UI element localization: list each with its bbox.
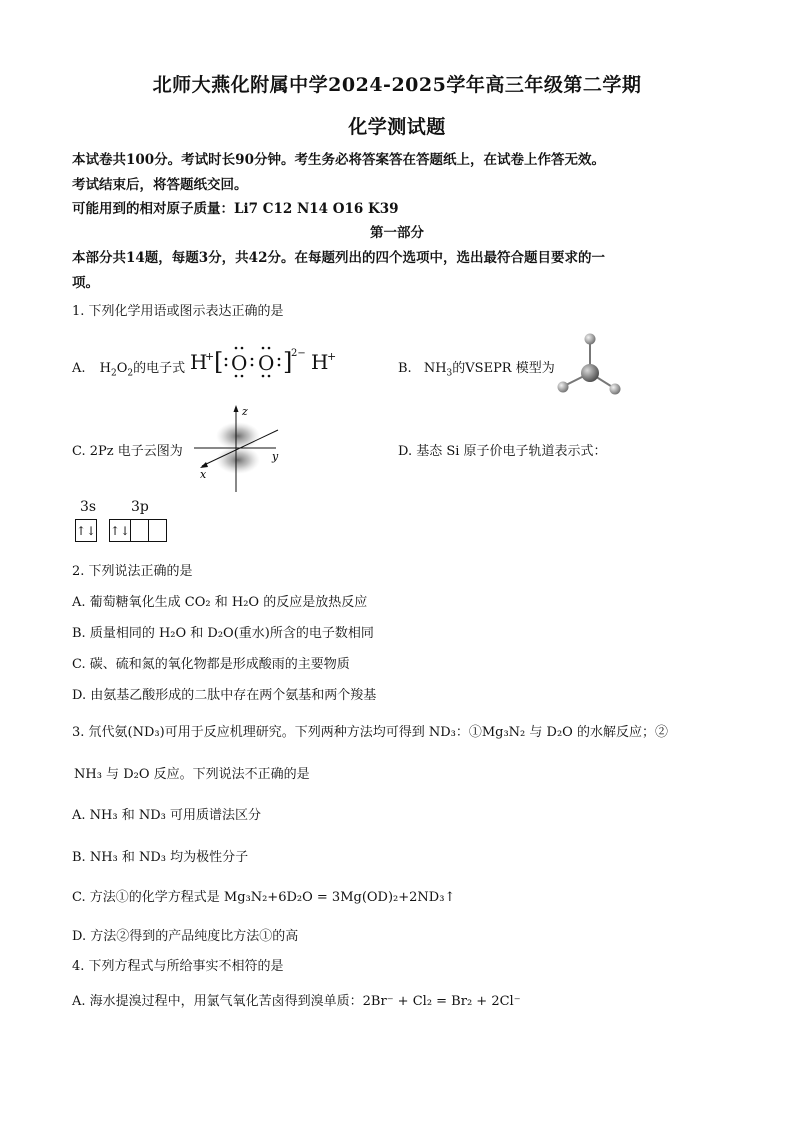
q2-option-b: B. 质量相同的 H₂O 和 D₂O(重水)所含的电子数相同 bbox=[72, 626, 374, 641]
orbital-3s-cell: ↑↓ bbox=[76, 520, 97, 542]
orbital-3p-boxes bbox=[109, 519, 167, 542]
q1-option-c: C. 2Pz 电子云图为 bbox=[72, 444, 183, 459]
part-intro-line-2: 项。 bbox=[72, 275, 99, 291]
q1-stem: 1. 下列化学用语或图示表达正确的是 bbox=[72, 304, 284, 319]
part-intro-line-1: 本部分共14题，每题3分，共42分。在每题列出的四个选项中，选出最符合题目要求的一 bbox=[72, 250, 605, 266]
q4-stem: 4. 下列方程式与所给事实不相符的是 bbox=[72, 959, 284, 974]
nh3-vsepr-model bbox=[552, 330, 628, 398]
axis-z-label: z bbox=[242, 405, 248, 418]
svg-text:[: [ bbox=[214, 348, 224, 376]
page-subtitle: 化学测试题 bbox=[348, 116, 446, 138]
q3-option-b: B. NH₃ 和 ND₃ 均为极性分子 bbox=[72, 850, 249, 865]
orbital-3p-cell-1: ↑↓ bbox=[110, 520, 131, 542]
svg-text:H: H bbox=[311, 350, 329, 374]
q3-stem-line-1: 3. 氘代氨(ND₃)可用于反应机理研究。下列两种方法均可得到 ND₃：①Mg₃N₂ 与 D₂O 的水解反应；② bbox=[72, 725, 668, 740]
part-heading: 第一部分 bbox=[370, 225, 424, 241]
q2-option-d: D. 由氨基乙酸形成的二肽中存在两个氨基和两个羧基 bbox=[72, 688, 377, 703]
instructions-line-2: 考试结束后，将答题纸交回。 bbox=[72, 177, 248, 193]
q2-option-c: C. 碳、硫和氮的氧化物都是形成酸雨的主要物质 bbox=[72, 657, 350, 672]
q1-option-b: B. $NH_3$的VSEPR 模型为 bbox=[398, 361, 555, 379]
q3-option-d: D. 方法②得到的产品纯度比方法①的高 bbox=[72, 929, 299, 944]
axis-y-label: y bbox=[272, 450, 279, 463]
q2-option-a: A. 葡萄糖氧化生成 CO₂ 和 H₂O 的反应是放热反应 bbox=[72, 595, 368, 610]
orbital-3p-cell-2 bbox=[131, 520, 149, 542]
q1-option-a-text: 的电子式 bbox=[133, 361, 186, 376]
q1-option-a-prefix: A. bbox=[72, 361, 86, 376]
q1-option-b-text: 的VSEPR 模型为 bbox=[452, 361, 555, 376]
svg-text:2−: 2− bbox=[291, 348, 306, 359]
q3-option-c: C. 方法①的化学方程式是 Mg₃N₂+6D₂O = 3Mg(OD)₂+2ND₃↑ bbox=[72, 890, 456, 905]
axis-x-label: x bbox=[200, 468, 207, 481]
svg-text:O: O bbox=[231, 351, 248, 375]
q1-option-d: D. 基态 Si 原子价电子轨道表示式： bbox=[398, 444, 607, 459]
orbital-3s-box bbox=[75, 519, 97, 542]
page-title: 北师大燕化附属中学2024-2025学年高三年级第二学期 bbox=[152, 74, 642, 96]
svg-text:+: + bbox=[327, 350, 337, 363]
svg-text:H: H bbox=[190, 350, 208, 374]
orbital-3s-label: 3s bbox=[80, 499, 97, 515]
instructions-line-3: 可能用到的相对原子质量：Li7 C12 N14 O16 K39 bbox=[72, 201, 399, 217]
q1-option-a: A. $H_2O_2$的电子式 bbox=[72, 361, 186, 379]
q2-stem: 2. 下列说法正确的是 bbox=[72, 564, 193, 579]
svg-text:+: + bbox=[205, 350, 215, 363]
q1-option-b-prefix: B. bbox=[398, 361, 412, 376]
2pz-electron-cloud bbox=[190, 402, 290, 494]
h2o2-electron-formula bbox=[188, 342, 348, 380]
svg-text:O: O bbox=[258, 351, 275, 375]
orbital-3p-label: 3p bbox=[131, 499, 149, 515]
q3-option-a: A. NH₃ 和 ND₃ 可用质谱法区分 bbox=[72, 808, 261, 823]
q3-stem-line-2: NH₃ 与 D₂O 反应。下列说法不正确的是 bbox=[74, 767, 310, 782]
orbital-3p-cell-3 bbox=[149, 520, 167, 542]
q4-option-a: A. 海水提溴过程中，用氯气氧化苦卤得到溴单质：2Br⁻ + Cl₂ = Br₂ + 2Cl⁻ bbox=[72, 994, 521, 1009]
svg-text:]: ] bbox=[283, 348, 293, 376]
instructions-line-1: 本试卷共100分。考试时长90分钟。考生务必将答案答在答题纸上，在试卷上作答无效。 bbox=[72, 152, 605, 168]
